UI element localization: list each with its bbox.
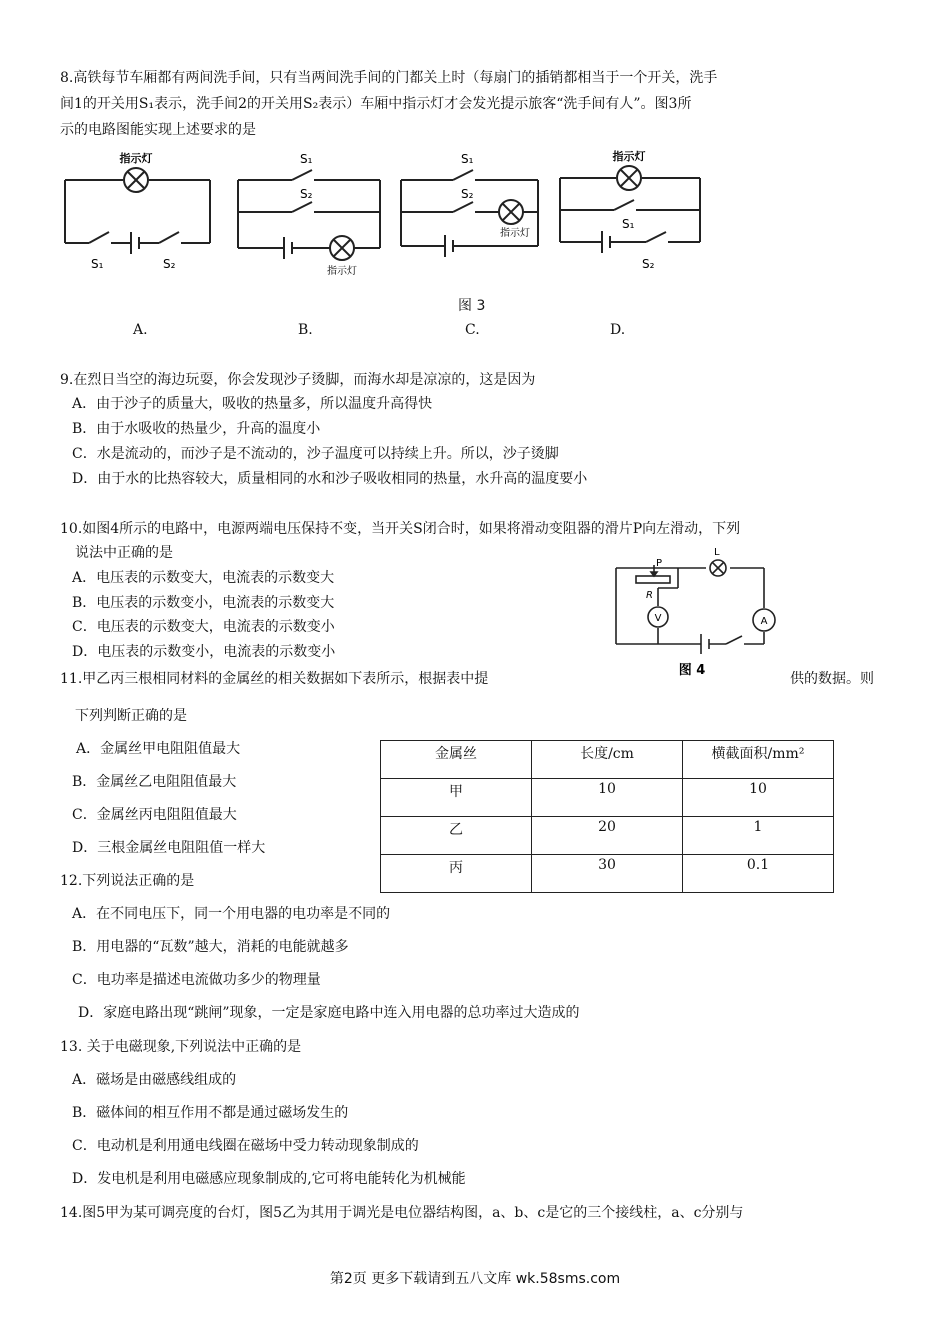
circuit-b bbox=[230, 148, 390, 282]
q8-stem-line3: 示的电路图能实现上述要求的是 bbox=[60, 122, 256, 138]
q10-option-a: A．电压表的示数变大，电流表的示数变大 bbox=[72, 570, 335, 586]
s2-label: S₂ bbox=[642, 257, 655, 271]
q8-option-d: D. bbox=[610, 322, 626, 338]
circuit-d bbox=[552, 148, 712, 282]
lamp-icon bbox=[330, 236, 354, 260]
q8-option-a: A. bbox=[133, 322, 148, 338]
q13-option-c: C．电动机是利用通电线圈在磁场中受力转动现象制成的 bbox=[72, 1138, 419, 1154]
ammeter-label: A bbox=[760, 616, 768, 627]
s1-label: S₁ bbox=[300, 152, 313, 166]
s2-label: S₂ bbox=[163, 257, 176, 271]
q11-stem-line2: 下列判断正确的是 bbox=[75, 708, 187, 724]
circuit-a bbox=[55, 148, 225, 282]
q12-option-c: C．电功率是描述电流做功多少的物理量 bbox=[72, 972, 321, 988]
table-row bbox=[381, 817, 834, 855]
table-cell: 30 bbox=[532, 855, 683, 893]
q13-option-a: A．磁场是由磁感线组成的 bbox=[72, 1072, 237, 1088]
figure-4-circuit bbox=[606, 547, 786, 685]
table-cell: 0.1 bbox=[683, 855, 834, 893]
q11-stem-line1b: 供的数据。则 bbox=[790, 671, 874, 687]
q14-stem-line1: 14.图5甲为某可调亮度的台灯，图5乙为其用于调光是电位器结构图，a、b、c是它的三个接线柱，a、c分别与 bbox=[60, 1205, 744, 1221]
lamp-icon bbox=[617, 166, 641, 190]
lamp-label: 指示灯 bbox=[500, 228, 530, 239]
rheostat-r-label: R bbox=[646, 590, 653, 601]
table-cell: 10 bbox=[683, 779, 834, 817]
q9-stem: 9.在烈日当空的海边玩耍，你会发现沙子烫脚，而海水却是凉凉的，这是因为 bbox=[60, 372, 536, 388]
q10-option-b: B．电压表的示数变小，电流表的示数变大 bbox=[72, 595, 335, 611]
s1-label: S₁ bbox=[91, 257, 104, 271]
q13-option-b: B．磁体间的相互作用不都是通过磁场发生的 bbox=[72, 1105, 349, 1121]
q8-stem-line1: 8.高铁每节车厢都有两间洗手间，只有当两间洗手间的门都关上时（每扇门的插销都相当于一个开关，洗手 bbox=[60, 70, 718, 86]
table-header-cell: 横截面积/mm² bbox=[683, 741, 834, 779]
lamp-label: 指示灯 bbox=[119, 152, 153, 165]
q9-option-a: A．由于沙子的质量大，吸收的热量多，所以温度升高得快 bbox=[72, 396, 433, 412]
q10-option-c: C．电压表的示数变大，电流表的示数变小 bbox=[72, 619, 335, 635]
table-cell: 1 bbox=[683, 817, 834, 855]
table-cell: 20 bbox=[532, 817, 683, 855]
q12-stem: 12.下列说法正确的是 bbox=[60, 873, 195, 889]
q11-option-b: B．金属丝乙电阻阻值最大 bbox=[72, 774, 237, 790]
lamp-l-label: L bbox=[714, 547, 720, 558]
q9-option-d: D．由于水的比热容较大，质量相同的水和沙子吸收相同的热量，水升高的温度要小 bbox=[72, 471, 588, 487]
lamp-label: 指示灯 bbox=[612, 150, 646, 163]
table-cell: 甲 bbox=[381, 779, 532, 817]
ammeter-icon bbox=[753, 609, 775, 631]
q10-stem-line2: 说法中正确的是 bbox=[75, 545, 173, 561]
slider-p-label: P bbox=[656, 558, 663, 569]
table-cell: 乙 bbox=[381, 817, 532, 855]
lamp-label: 指示灯 bbox=[327, 266, 357, 277]
table-header-cell: 长度/cm bbox=[532, 741, 683, 779]
voltmeter-label: V bbox=[654, 613, 662, 624]
voltmeter-icon bbox=[648, 607, 668, 627]
q8-stem-line2: 间1的开关用S₁表示，洗手间2的开关用S₂表示）车厢中指示灯才会发光提示旅客“洗手间有人”。图3所 bbox=[60, 96, 692, 112]
q10-stem-line1: 10.如图4所示的电路中，电源两端电压保持不变，当开关S闭合时，如果将滑动变阻器的滑片P向左滑动，下列 bbox=[60, 521, 741, 537]
s1-label: S₁ bbox=[622, 217, 635, 231]
table-row bbox=[381, 855, 834, 893]
q10-option-d: D．电压表的示数变小，电流表的示数变小 bbox=[72, 644, 336, 660]
table-cell: 10 bbox=[532, 779, 683, 817]
table-header-row bbox=[381, 741, 834, 779]
q8-option-c: C. bbox=[465, 322, 480, 338]
q13-stem: 13. 关于电磁现象,下列说法中正确的是 bbox=[60, 1039, 302, 1055]
table-cell: 丙 bbox=[381, 855, 532, 893]
s2-label: S₂ bbox=[300, 187, 313, 201]
lamp-icon bbox=[710, 560, 726, 576]
lamp-icon bbox=[124, 168, 148, 192]
q11-stem-line1a: 11.甲乙丙三根相同材料的金属丝的相关数据如下表所示，根据表中提 bbox=[60, 671, 489, 687]
q13-option-d: D．发电机是利用电磁感应现象制成的,它可将电能转化为机械能 bbox=[72, 1171, 466, 1187]
q12-option-a: A．在不同电压下，同一个用电器的电功率是不同的 bbox=[72, 906, 391, 922]
q8-option-b: B. bbox=[298, 322, 313, 338]
wire-data-table bbox=[380, 740, 834, 893]
s2-label: S₂ bbox=[461, 187, 474, 201]
q11-option-a: A．金属丝甲电阻阻值最大 bbox=[76, 741, 241, 757]
lamp-icon bbox=[499, 200, 523, 224]
figure-4-caption: 图 4 bbox=[678, 663, 706, 678]
page-footer: 第2页 更多下载请到五八文库 wk.58sms.com bbox=[329, 1271, 621, 1287]
figure-3-caption: 图 3 bbox=[458, 298, 486, 314]
circuit-c bbox=[393, 148, 548, 282]
s1-label: S₁ bbox=[461, 152, 474, 166]
q11-option-d: D．三根金属丝电阻阻值一样大 bbox=[72, 840, 266, 856]
q11-option-c: C．金属丝丙电阻阻值最大 bbox=[72, 807, 237, 823]
table-header-cell: 金属丝 bbox=[381, 741, 532, 779]
q9-option-b: B．由于水吸收的热量少，升高的温度小 bbox=[72, 421, 321, 437]
q12-option-b: B．用电器的“瓦数”越大，消耗的电能就越多 bbox=[72, 939, 349, 955]
table-row bbox=[381, 779, 834, 817]
q12-option-d: D．家庭电路出现“跳闸”现象，一定是家庭电路中连入用电器的总功率过大造成的 bbox=[78, 1005, 580, 1021]
q9-option-c: C．水是流动的，而沙子是不流动的，沙子温度可以持续上升。所以，沙子烫脚 bbox=[72, 446, 559, 462]
